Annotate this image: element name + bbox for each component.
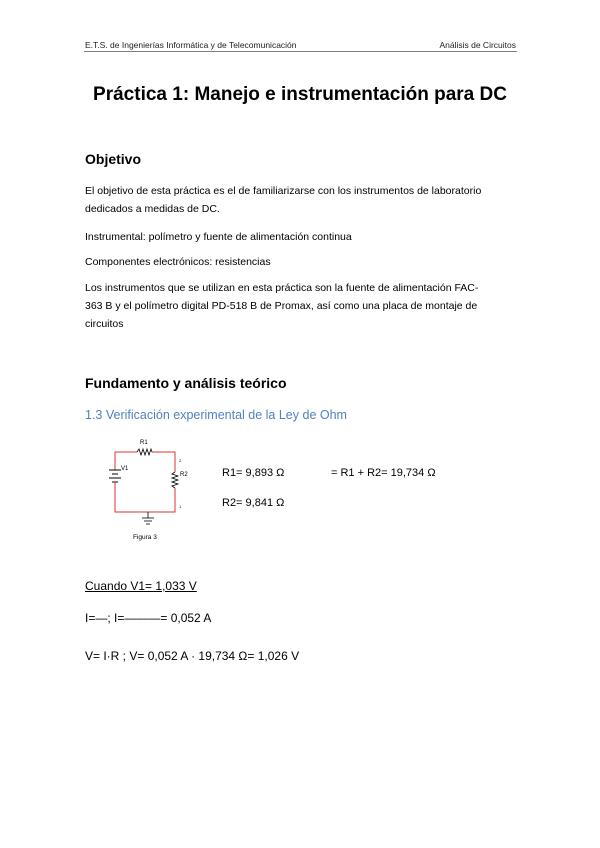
objetivo-para3: Componentes electrónicos: resistencias — [85, 256, 271, 268]
circuit-diagram — [100, 434, 200, 544]
req-value: = R1 + R2= 19,734 Ω — [331, 467, 436, 479]
v1-label: V1 — [121, 466, 129, 472]
ground-icon — [142, 512, 154, 524]
header-left: E.T.S. de Ingenierías Informática y de Telecomunicación — [85, 40, 297, 50]
r2-value: R2= 9,841 Ω — [222, 497, 285, 509]
page-title: Práctica 1: Manejo e instrumentación para DC — [93, 84, 507, 105]
fundamento-heading: Fundamento y análisis teórico — [85, 375, 287, 391]
objetivo-para1-line1: El objetivo de esta práctica es el de familiarizarse con los instrumentos de laboratorio — [85, 185, 482, 197]
figure-caption: Figura 3 — [133, 534, 157, 541]
current-formula: I=—; I=———= 0,052 A — [85, 611, 212, 625]
objetivo-para4-line1: Los instrumentos que se utilizan en esta práctica son la fuente de alimentación FAC- — [85, 282, 479, 294]
objetivo-para1-line2: dedicados a medidas de DC. — [85, 203, 220, 215]
r2-label: R2 — [180, 472, 188, 478]
r1-label: R1 — [140, 440, 148, 446]
objetivo-para4-line3: circuitos — [85, 318, 124, 330]
objetivo-heading: Objetivo — [85, 151, 142, 167]
node-bottom-label: 1 — [179, 504, 182, 509]
case-heading: Cuando V1= 1,033 V — [85, 579, 197, 593]
battery-icon — [109, 470, 121, 486]
voltage-formula: V= I·R ; V= 0,052 A · 19,734 Ω= 1,026 V — [85, 649, 300, 663]
objetivo-para4-line2: 363 B y el polímetro digital PD-518 B de Promax, así como una placa de montaje de — [85, 300, 478, 312]
header-right: Análisis de Circuitos — [439, 40, 516, 50]
r1-resistor — [137, 449, 152, 455]
header-divider — [84, 51, 517, 52]
fundamento-subheading: 1.3 Verificación experimental de la Ley de Ohm — [85, 408, 347, 422]
objetivo-para2: Instrumental: polímetro y fuente de alimentación continua — [85, 231, 352, 243]
node-top-label: 2 — [179, 458, 182, 463]
r2-resistor — [172, 472, 178, 488]
r1-value: R1= 9,893 Ω — [222, 467, 285, 479]
